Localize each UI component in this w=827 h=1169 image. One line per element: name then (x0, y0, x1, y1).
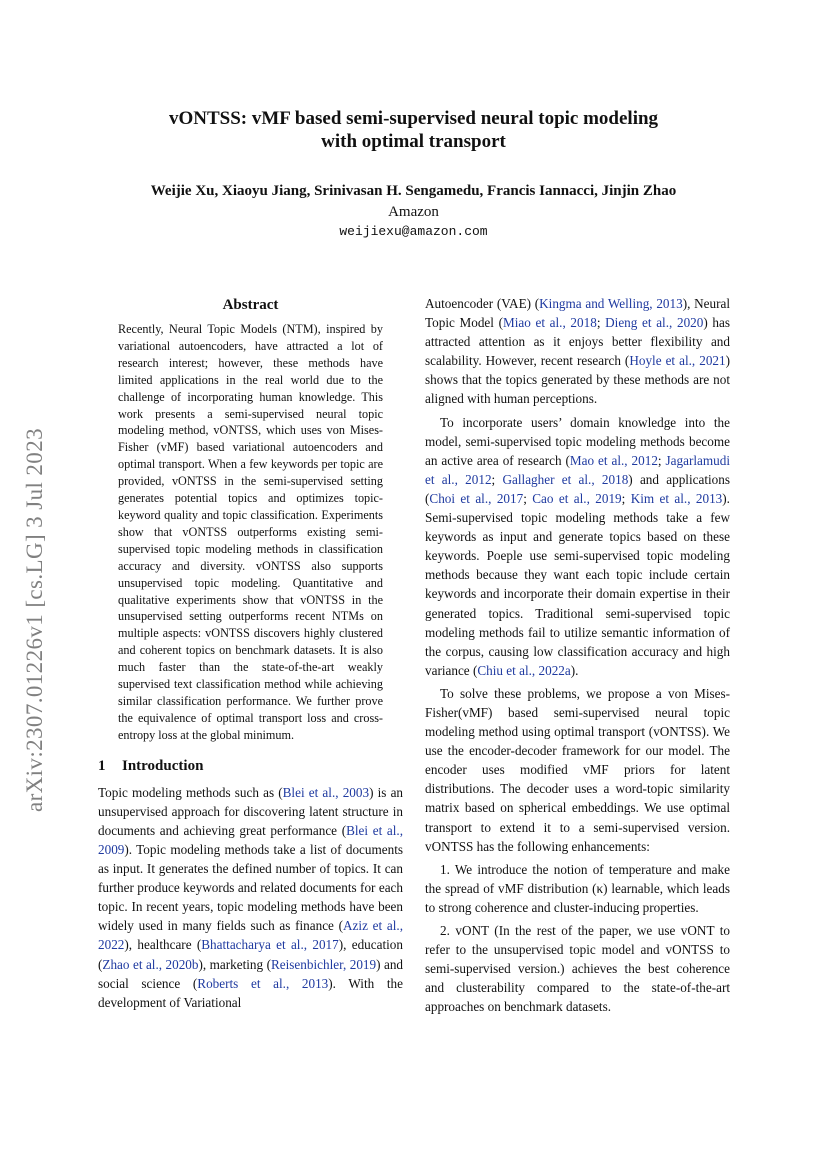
citation-link[interactable]: Dieng et al., 2020 (605, 315, 704, 331)
citation-link[interactable]: Reisenbichler, 2019 (270, 956, 377, 972)
arxiv-identifier-stamp (20, 380, 50, 860)
citation-link[interactable]: Cao et al., 2019 (532, 490, 622, 506)
section-heading-introduction (98, 756, 403, 776)
paragraph (425, 684, 730, 856)
paragraph-text: ; (621, 490, 631, 506)
citation-link[interactable]: Jagarlamudi et al., 2012 (425, 452, 730, 487)
left-column (98, 295, 403, 1016)
citation-link[interactable]: Blei et al., 2003 (282, 784, 370, 800)
paragraph-text: ), education ( (98, 937, 403, 972)
paragraph-text: ). With the development of Variational (98, 975, 403, 1010)
abstract-heading: Abstract (222, 297, 279, 313)
paragraph-text: ; (657, 452, 666, 468)
paragraph-text: ) shows that the topics generated by these methods are not aligned with human perceptions. (425, 353, 731, 407)
title-line-1: vONTSS: vMF based semi-supervised neural topic modeling (168, 108, 659, 129)
paragraph (425, 921, 730, 1016)
citation-link[interactable]: Bhattacharya et al., 2017 (201, 937, 339, 953)
paragraph-text: 2. vONT (In the rest of the paper, we use vONT to refer to the unsupervised topic model and vONTSS to semi-supervised version.) achieves the best coherence and clusterability compared to the state-of-the-art approaches on benchmark datasets. (425, 923, 730, 1015)
paragraph-text: 1. We introduce the notion of temperature and make the spread of vMF distribution (κ) learnable, which leads to strong coherence and cluster-inducing properties. (425, 861, 730, 915)
citation-link[interactable]: Hoyle et al., 2021 (629, 353, 726, 369)
abstract-text: Recently, Neural Topic Models (NTM), inspired by variational autoencoders, have attracted a lot of research interest; however, these methods have limited applications in the real world due to the challenge of incorporating human knowledge. This work presents a semi-supervised neural topic modeling method, vONTSS, which uses von Mises-Fisher (vMF) based variational autoencoders and optimal transport. When a few keywords per topic are provided, vONTSS in the semi-supervised setting generates potential topics and optimizes topic-keyword quality and topic classification. Experiments show that vONTSS outperforms existing semi-supervised topic modeling methods in classification accuracy and diversity. vONTSS also supports unsupervised topic modeling. Quantitative and qualitative experiments show that vONTSS in the unsupervised setting outperforms recent NTMs on multiple aspects: vONTSS discovers highly clustered and coherent topics on benchmark datasets. It is also much faster than the state-of-the-art weakly supervised text classification method while achieving similar classification performance. We further prove the equivalence of optimal transport loss and cross-entropy loss at the global minimum. (118, 322, 383, 742)
paragraph-text: ), marketing ( (198, 956, 271, 972)
paragraph-text: ). (570, 662, 579, 678)
abstract-body (118, 321, 383, 744)
paragraph-text: ) and social science ( (98, 956, 404, 991)
paragraph-text: Topic modeling methods such as ( (98, 784, 283, 800)
paragraph-text: ), Neural Topic Model ( (425, 296, 730, 331)
paragraph-text: ) and applications ( (425, 471, 730, 506)
citation-link[interactable]: Mao et al., 2012 (569, 452, 658, 468)
section-title: Introduction (122, 757, 204, 774)
paragraph-text: ) is an unsupervised approach for discovering latent structure in documents and achieving great performance ( (98, 784, 404, 838)
intro-body-left (98, 783, 403, 1012)
paragraph-text: ). Semi-supervised topic modeling methods take a few keywords as input and generate topics based on these keywords. Poeple use semi-supervised topic modeling methods because they want each topic include certain keywords and incorporate their domain expertise in their generated topics. Traditional semi-supervised topic modeling methods fail to utilize semantic information of the corpus, causing low classification accuracy and high variance ( (425, 490, 730, 678)
affiliation: Amazon (388, 204, 439, 220)
contact-email: weijiexu@amazon.com (339, 224, 488, 239)
section-number: 1 (98, 757, 106, 774)
author-list: Weijie Xu, Xiaoyu Jiang, Srinivasan H. Sengamedu, Francis Iannacci, Jinjin Zhao (150, 183, 677, 199)
paragraph-text: ). Topic modeling methods take a list of documents as input. It generates the defined number of topics. It can further produce keywords and related documents for each topic. In recent years, topic modeling methods have been widely used in many fields such as finance ( (98, 841, 403, 934)
paragraph-text: ), healthcare ( (124, 937, 202, 953)
citation-link[interactable]: Roberts et al., 2013 (197, 975, 329, 991)
paragraph (98, 783, 403, 1012)
arxiv-identifier-text: arXiv:2307.01226v1 [cs.LG] 3 Jul 2023 (22, 427, 47, 813)
paragraph-text: ; (491, 471, 503, 487)
citation-link[interactable]: Miao et al., 2018 (502, 315, 597, 331)
intro-body-right (425, 294, 730, 1016)
paragraph-text: Autoencoder (VAE) ( (425, 296, 540, 311)
paragraph (425, 860, 730, 917)
citation-link[interactable]: Chiu et al., 2022a (477, 662, 571, 678)
paragraph (425, 413, 730, 680)
paragraph-text: ; (596, 315, 606, 331)
paragraph-text: ; (523, 490, 533, 506)
citation-link[interactable]: Blei et al., 2009 (98, 822, 404, 857)
paragraph-text: To incorporate users’ domain knowledge into the model, semi-supervised topic modeling methods become an active area of research ( (425, 414, 730, 468)
citation-link[interactable]: Aziz et al., 2022 (98, 918, 403, 953)
paragraph (425, 294, 730, 409)
citation-link[interactable]: Kim et al., 2013 (630, 490, 723, 506)
title-line-2: with optimal transport (321, 131, 506, 152)
right-column (425, 294, 730, 1020)
paper-title (100, 107, 727, 153)
citation-link[interactable]: Zhao et al., 2020b (102, 956, 199, 972)
citation-link[interactable]: Gallagher et al., 2018 (502, 471, 629, 487)
citation-link[interactable]: Kingma and Welling, 2013 (539, 296, 683, 311)
paragraph-text: ) has attracted attention as it enjoys better flexibility and scalability. However, recent research ( (425, 315, 730, 369)
paragraph-text: To solve these problems, we propose a von Mises-Fisher(vMF) based semi-supervised neural topic modeling method using optimal transport (vONTSS). We use the encoder-decoder framework for our model. The encoder uses modified vMF priors for latent distributions. The decoder uses a word-topic similarity matrix based on spherical embeddings. We use optimal transport to extend it to a semi-supervised version. vONTSS has the following enhancements: (425, 685, 730, 854)
citation-link[interactable]: Choi et al., 2017 (429, 490, 524, 506)
